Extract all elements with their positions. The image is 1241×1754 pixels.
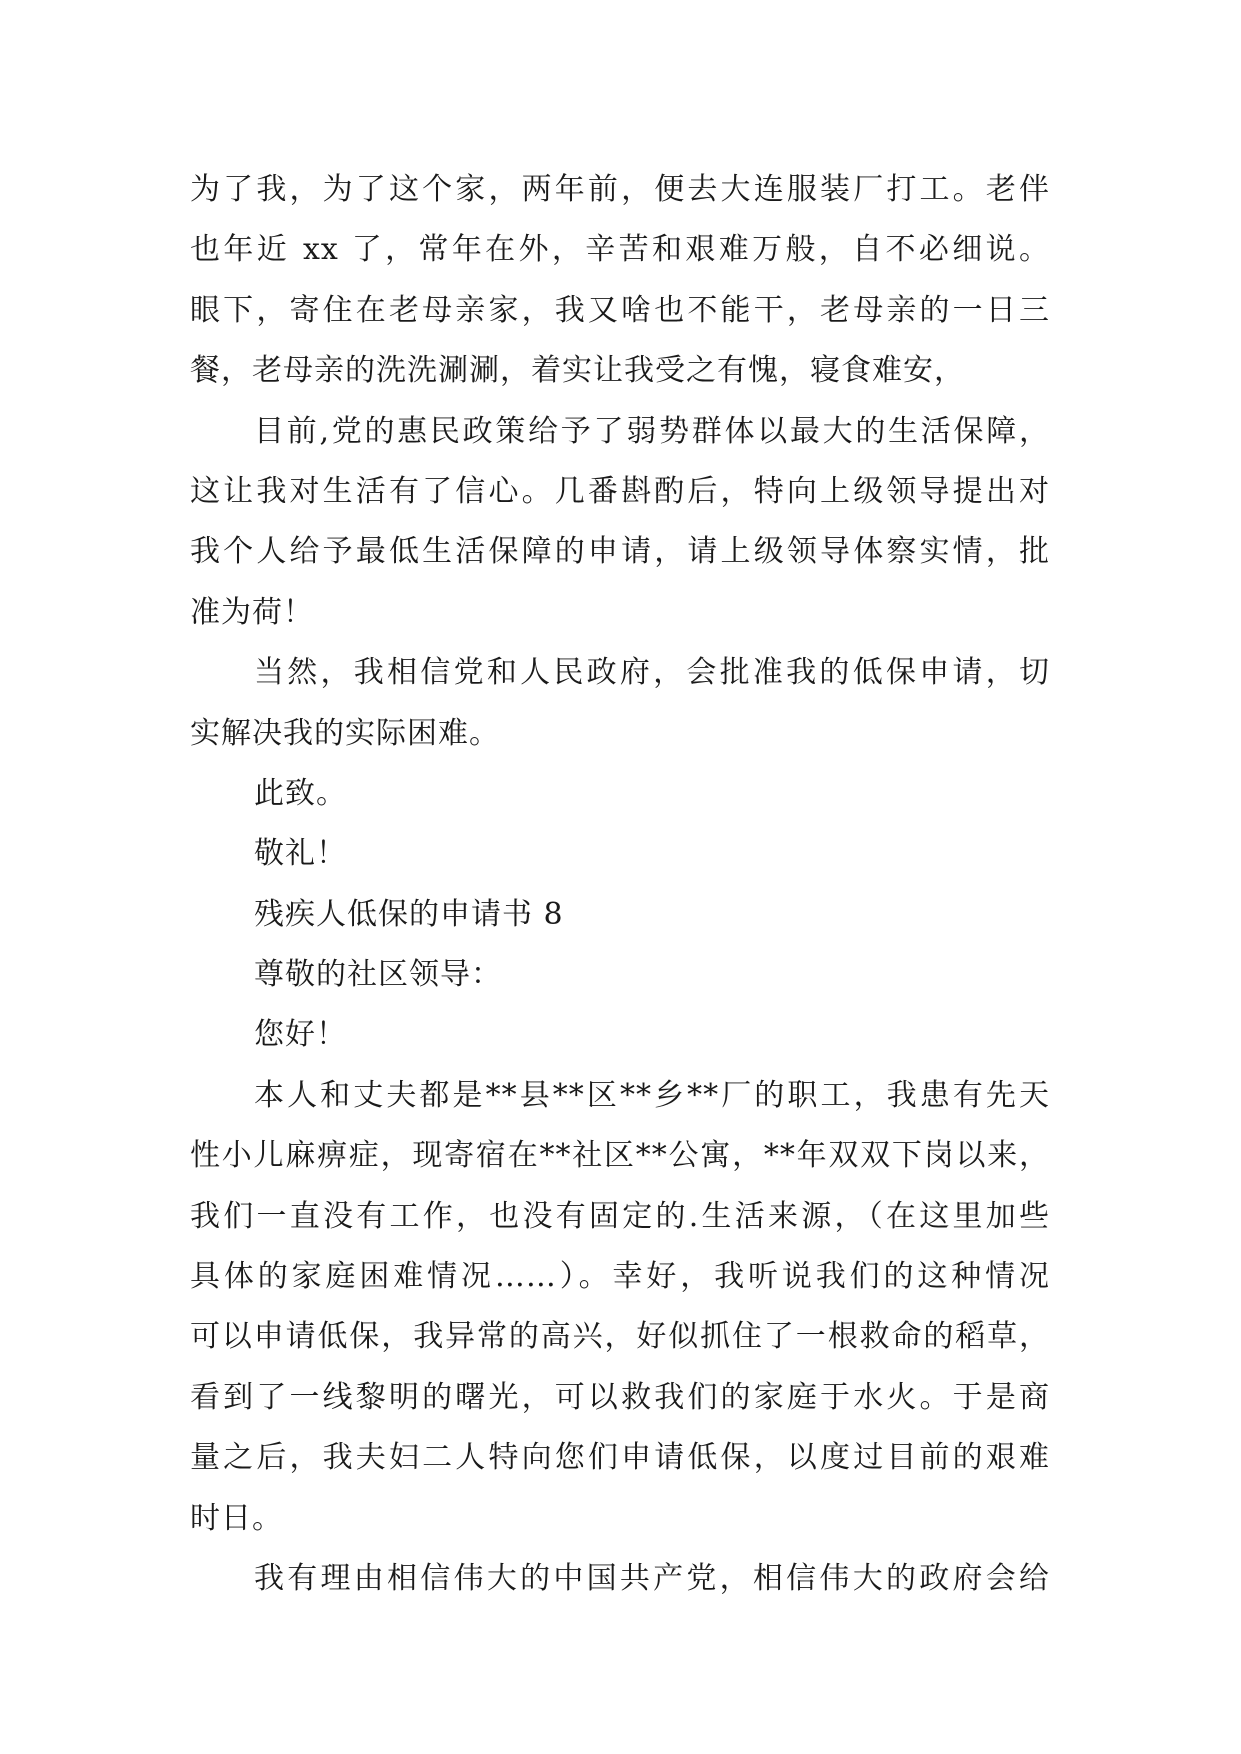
- text-line: 量之后，我夫妇二人特向您们申请低保，以度过目前的艰难: [190, 1440, 1050, 1476]
- text-line: 可以申请低保，我异常的高兴，好似抓住了一根救命的稻草，: [190, 1319, 1050, 1355]
- text-line: 我们一直没有工作，也没有固定的.生活来源，（在这里加些: [190, 1198, 1050, 1234]
- text-line: 时日。: [190, 1500, 283, 1536]
- text-line: 准为荷！: [190, 594, 314, 630]
- text-line: 这让我对生活有了信心。几番斟酌后，特向上级领导提出对: [190, 473, 1050, 509]
- text-line: 本人和丈夫都是**县**区**乡**厂的职工，我患有先天: [254, 1077, 1050, 1113]
- text-line: 性小儿麻痹症，现寄宿在**社区**公寓，**年双双下岗以来，: [190, 1138, 1050, 1174]
- text-line: 敬礼！: [254, 836, 347, 872]
- text-line: 眼下，寄住在老母亲家，我又啥也不能干，老母亲的一日三: [190, 292, 1050, 328]
- text-line: 看到了一线黎明的曙光，可以救我们的家庭于水火。于是商: [190, 1379, 1050, 1415]
- text-line: 尊敬的社区领导：: [254, 957, 502, 993]
- text-line: 也年近 xx 了，常年在外，辛苦和艰难万般，自不必细说。: [190, 232, 1050, 268]
- text-line: 此致。: [254, 775, 347, 811]
- text-line: 餐，老母亲的洗洗涮涮，着实让我受之有愧，寝食难安，: [190, 353, 965, 389]
- text-line: 具体的家庭困难情况……）。幸好，我听说我们的这种情况: [190, 1259, 1050, 1295]
- text-line: 当然，我相信党和人民政府，会批准我的低保申请，切: [254, 655, 1050, 691]
- text-line: 我有理由相信伟大的中国共产党，相信伟大的政府会给: [254, 1560, 1050, 1596]
- document-body: [190, 160, 1050, 1609]
- text-line: 为了我，为了这个家，两年前，便去大连服装厂打工。老伴: [190, 172, 1050, 207]
- text-line: 您好！: [254, 1017, 347, 1053]
- text-line: 我个人给予最低生活保障的申请，请上级领导体察实情，批: [190, 534, 1050, 570]
- text-line: 实解决我的实际困难。: [190, 715, 500, 751]
- text-line: 目前,党的惠民政策给予了弱势群体以最大的生活保障，: [254, 413, 1050, 449]
- text-line: 残疾人低保的申请书 8: [254, 896, 564, 932]
